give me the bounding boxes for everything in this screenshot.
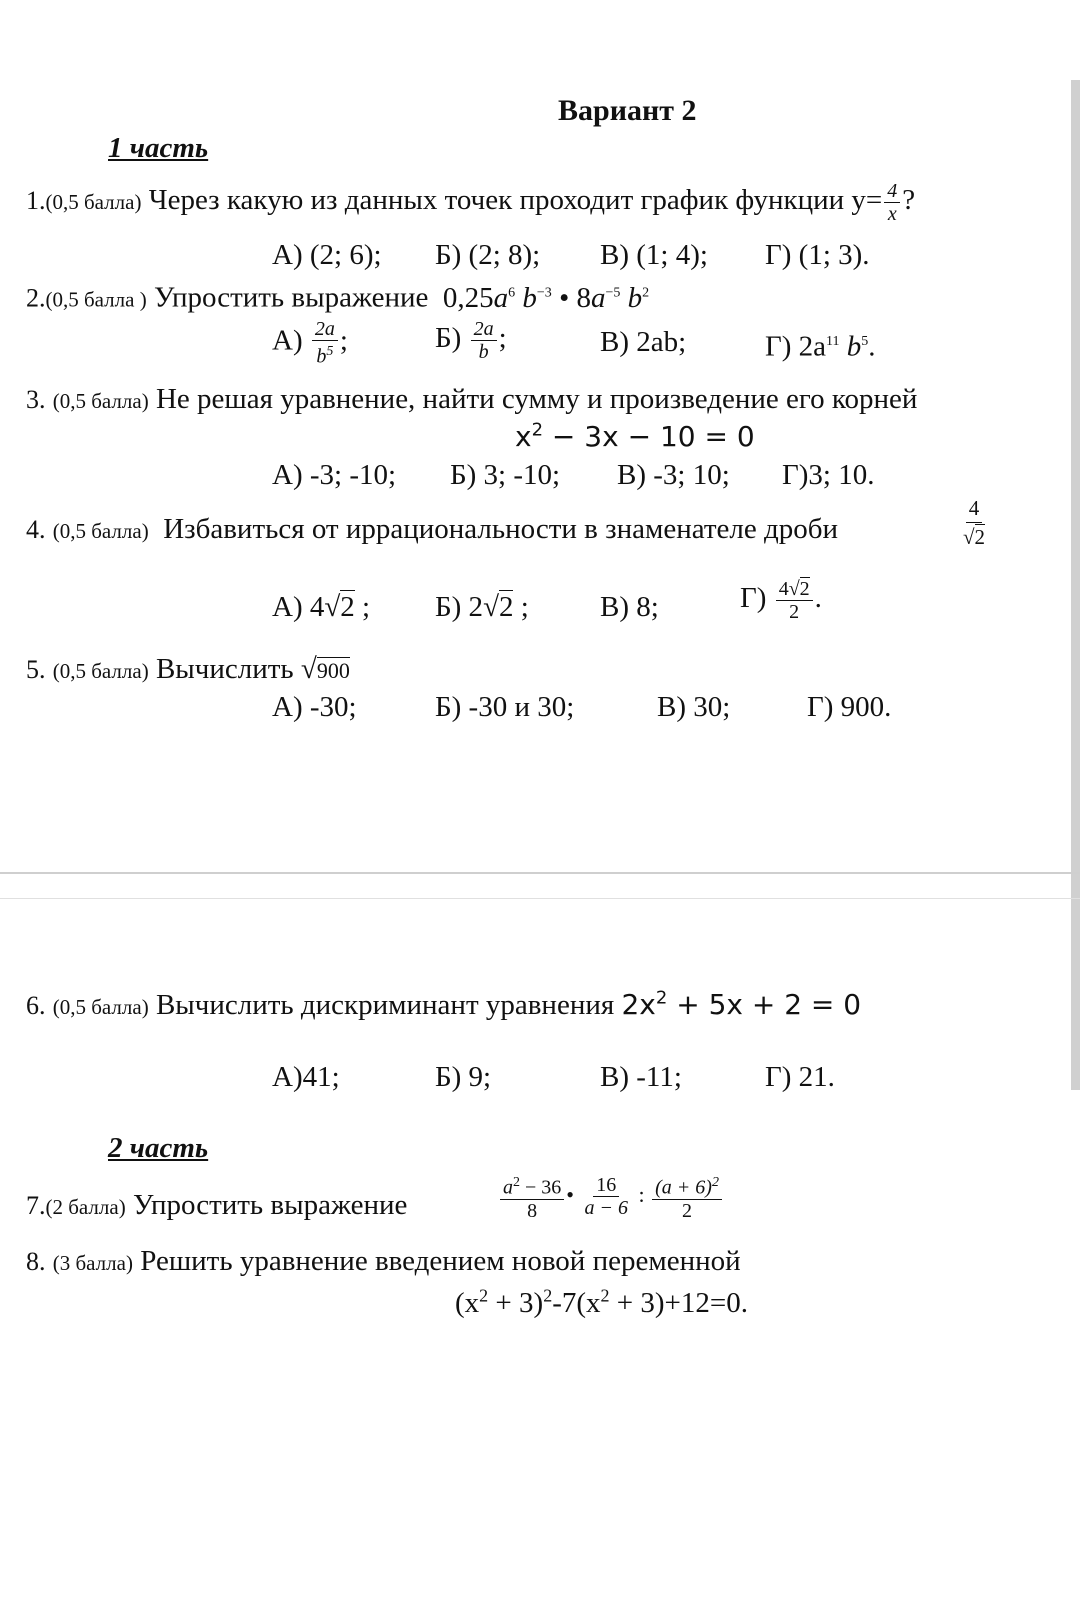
- rest: − 36: [520, 1176, 562, 1199]
- part: + 3)+12=0.: [609, 1287, 748, 1319]
- coef: 8: [576, 281, 591, 314]
- exp: −3: [536, 285, 552, 300]
- q3-option-b: Б) 3; -10;: [450, 459, 561, 491]
- exp: 2: [711, 1175, 719, 1190]
- q6-option-d: Г) 21.: [765, 1061, 835, 1093]
- fraction: [312, 318, 338, 368]
- term: 2x: [621, 988, 656, 1021]
- points: (0,5 балла ): [45, 287, 147, 312]
- q5-option-c: В) 30;: [657, 691, 731, 723]
- dot: •: [566, 1181, 574, 1207]
- exp: 2: [479, 1285, 489, 1306]
- var-b: b: [627, 281, 643, 314]
- equation: [621, 988, 861, 1021]
- points: (0,5 балла): [52, 659, 149, 683]
- var-a: a: [590, 281, 606, 314]
- q6-option-b: Б) 9;: [435, 1061, 492, 1093]
- q1-option-b: Б) (2; 8);: [435, 239, 541, 271]
- q1-option-c: В) (1; 4);: [600, 239, 708, 271]
- question-1: [26, 180, 915, 225]
- numerator: 4√2: [776, 578, 813, 601]
- var-a: a: [503, 1176, 513, 1199]
- label: Б): [435, 322, 462, 355]
- q2-option-a: [272, 318, 348, 368]
- part: + 3): [488, 1287, 544, 1319]
- q3-option-a: А) -3; -10;: [272, 459, 397, 491]
- coef: 0,25: [442, 281, 494, 314]
- fraction: [776, 578, 813, 623]
- fraction: [884, 180, 900, 225]
- section-part1: 1 часть: [108, 132, 209, 164]
- q5-option-d: Г) 900.: [807, 691, 892, 723]
- points: (2 балла): [45, 1195, 126, 1219]
- colon: :: [638, 1181, 645, 1207]
- x: x: [515, 420, 532, 453]
- denominator: b: [478, 341, 489, 363]
- q4-option-d: [740, 578, 822, 623]
- exp: 5: [861, 334, 869, 349]
- question-number: 8.: [26, 1247, 46, 1276]
- numerator: [500, 1172, 564, 1200]
- question-number: 3.: [26, 385, 46, 414]
- question-8: [26, 1244, 741, 1280]
- fraction: [471, 318, 497, 363]
- question-number: 2.: [26, 283, 46, 313]
- end: .: [868, 330, 876, 363]
- q3-option-c: В) -3; 10;: [617, 459, 730, 491]
- label: Б) 2: [435, 591, 484, 623]
- numerator: 16: [593, 1174, 619, 1197]
- q3-option-d: Г)3; 10.: [782, 459, 875, 491]
- q4-fraction: [958, 494, 990, 551]
- q1-option-d: Г) (1; 3).: [765, 239, 870, 271]
- question-text: Решить уравнение введением новой переменной: [140, 1245, 741, 1277]
- part: -7(x: [552, 1287, 601, 1319]
- end: ;: [362, 591, 371, 623]
- page-separator-2: [0, 898, 1080, 899]
- question-number: 7.: [26, 1191, 46, 1220]
- question-number: 1.: [26, 186, 46, 216]
- rest: − 3x − 10 = 0: [543, 420, 755, 453]
- question-text: Упростить выражение: [132, 1189, 408, 1221]
- numerator: 2a: [471, 318, 497, 341]
- fraction-1: [500, 1172, 564, 1222]
- points: (0,5 балла): [45, 190, 142, 215]
- question-text: Через какую из данных точек проходит график функции y=: [148, 184, 883, 217]
- question-text: Избавиться от иррациональности в знаменателе дроби: [163, 513, 839, 545]
- q8-equation: [455, 1286, 748, 1320]
- label: Г): [740, 582, 767, 615]
- numerator: [652, 1172, 722, 1200]
- var-a: a: [493, 281, 509, 314]
- coef: 4: [778, 578, 789, 600]
- denominator: 2: [682, 1199, 693, 1222]
- dot: •: [559, 281, 570, 314]
- question-number: 5.: [26, 655, 46, 684]
- question-number: 6.: [26, 991, 46, 1020]
- numerator: 2a: [312, 318, 338, 341]
- end: ;: [339, 324, 348, 357]
- question-4: [26, 512, 838, 548]
- q5-option-a: А) -30;: [272, 691, 357, 723]
- label: А) 4: [272, 591, 325, 623]
- page-title: Вариант 2: [558, 94, 697, 127]
- question-text: Не решая уравнение, найти сумму и произведение его корней: [155, 383, 918, 415]
- denominator: 8: [527, 1199, 538, 1222]
- sqrt-icon: √: [324, 591, 341, 623]
- q3-equation: [515, 420, 755, 453]
- page-edge-shadow: [1071, 80, 1080, 1090]
- radicand: 2: [340, 591, 355, 623]
- denominator: [313, 341, 336, 368]
- q2-option-d: [765, 325, 876, 364]
- exp: 2: [513, 1175, 520, 1190]
- rest: + 5x + 2 = 0: [667, 988, 862, 1021]
- question-5: [26, 652, 350, 688]
- end: .: [814, 582, 822, 615]
- exp: 2: [543, 1285, 553, 1306]
- denominator: x: [887, 203, 897, 225]
- end: ;: [520, 591, 529, 623]
- radicand: 2: [799, 578, 810, 600]
- question-text: Упростить выражение: [153, 281, 429, 314]
- numerator: 4: [966, 494, 983, 523]
- base: (a + 6): [655, 1176, 712, 1199]
- q6-option-c: В) -11;: [600, 1061, 682, 1093]
- label: Г) 2a: [765, 330, 827, 363]
- question-2: [26, 276, 649, 317]
- numerator: 4: [884, 180, 900, 203]
- points: (3 балла): [52, 1251, 133, 1275]
- exp: 11: [826, 334, 840, 349]
- part: (x: [455, 1287, 480, 1319]
- exp: −5: [605, 285, 621, 300]
- question-6: [26, 988, 861, 1024]
- q4-option-b: [435, 590, 529, 624]
- var-b: b: [522, 281, 537, 314]
- sqrt-icon: √: [300, 653, 317, 685]
- denominator: a − 6: [584, 1197, 628, 1220]
- points: (0,5 балла): [52, 519, 149, 543]
- question-text: Вычислить дискриминант уравнения: [155, 989, 615, 1021]
- q4-option-a: [272, 590, 370, 624]
- radicand: 2: [498, 591, 514, 623]
- question-7: [26, 1188, 407, 1224]
- sqrt-icon: √: [483, 591, 499, 623]
- exp: 2: [655, 987, 668, 1009]
- points: (0,5 балла): [52, 995, 149, 1019]
- q2-option-b: [435, 318, 507, 363]
- q6-option-a: А)41;: [272, 1061, 340, 1093]
- page-separator: [0, 872, 1080, 874]
- q4-option-c: В) 8;: [600, 591, 659, 623]
- q1-option-a: А) (2; 6);: [272, 239, 382, 271]
- fraction-3: [652, 1172, 722, 1222]
- exp: 6: [508, 285, 516, 300]
- fraction: [960, 494, 988, 551]
- question-text: Вычислить: [155, 653, 294, 685]
- radicand: 2: [974, 525, 986, 549]
- exp: 2: [600, 1285, 610, 1306]
- radicand: 900: [316, 658, 350, 683]
- denominator: 2: [789, 601, 800, 623]
- exp: 2: [642, 285, 650, 300]
- section-part2: 2 часть: [108, 1132, 209, 1164]
- q2-option-c: В) 2ab;: [600, 326, 687, 358]
- denominator: √2: [963, 525, 986, 549]
- expression: [443, 282, 649, 314]
- label: А): [272, 324, 303, 357]
- question-end: ?: [902, 184, 916, 217]
- var-b: b: [839, 330, 862, 363]
- question-number: 4.: [26, 515, 46, 544]
- fraction-2: [581, 1174, 631, 1219]
- points: (0,5 балла): [52, 389, 149, 413]
- den-var: b: [316, 345, 327, 368]
- question-3: [26, 382, 917, 418]
- end: ;: [498, 322, 507, 355]
- exp: 2: [531, 419, 544, 441]
- q7-expression: [498, 1172, 724, 1222]
- exp: 5: [326, 344, 334, 359]
- q5-option-b: Б) -30 и 30;: [435, 691, 575, 723]
